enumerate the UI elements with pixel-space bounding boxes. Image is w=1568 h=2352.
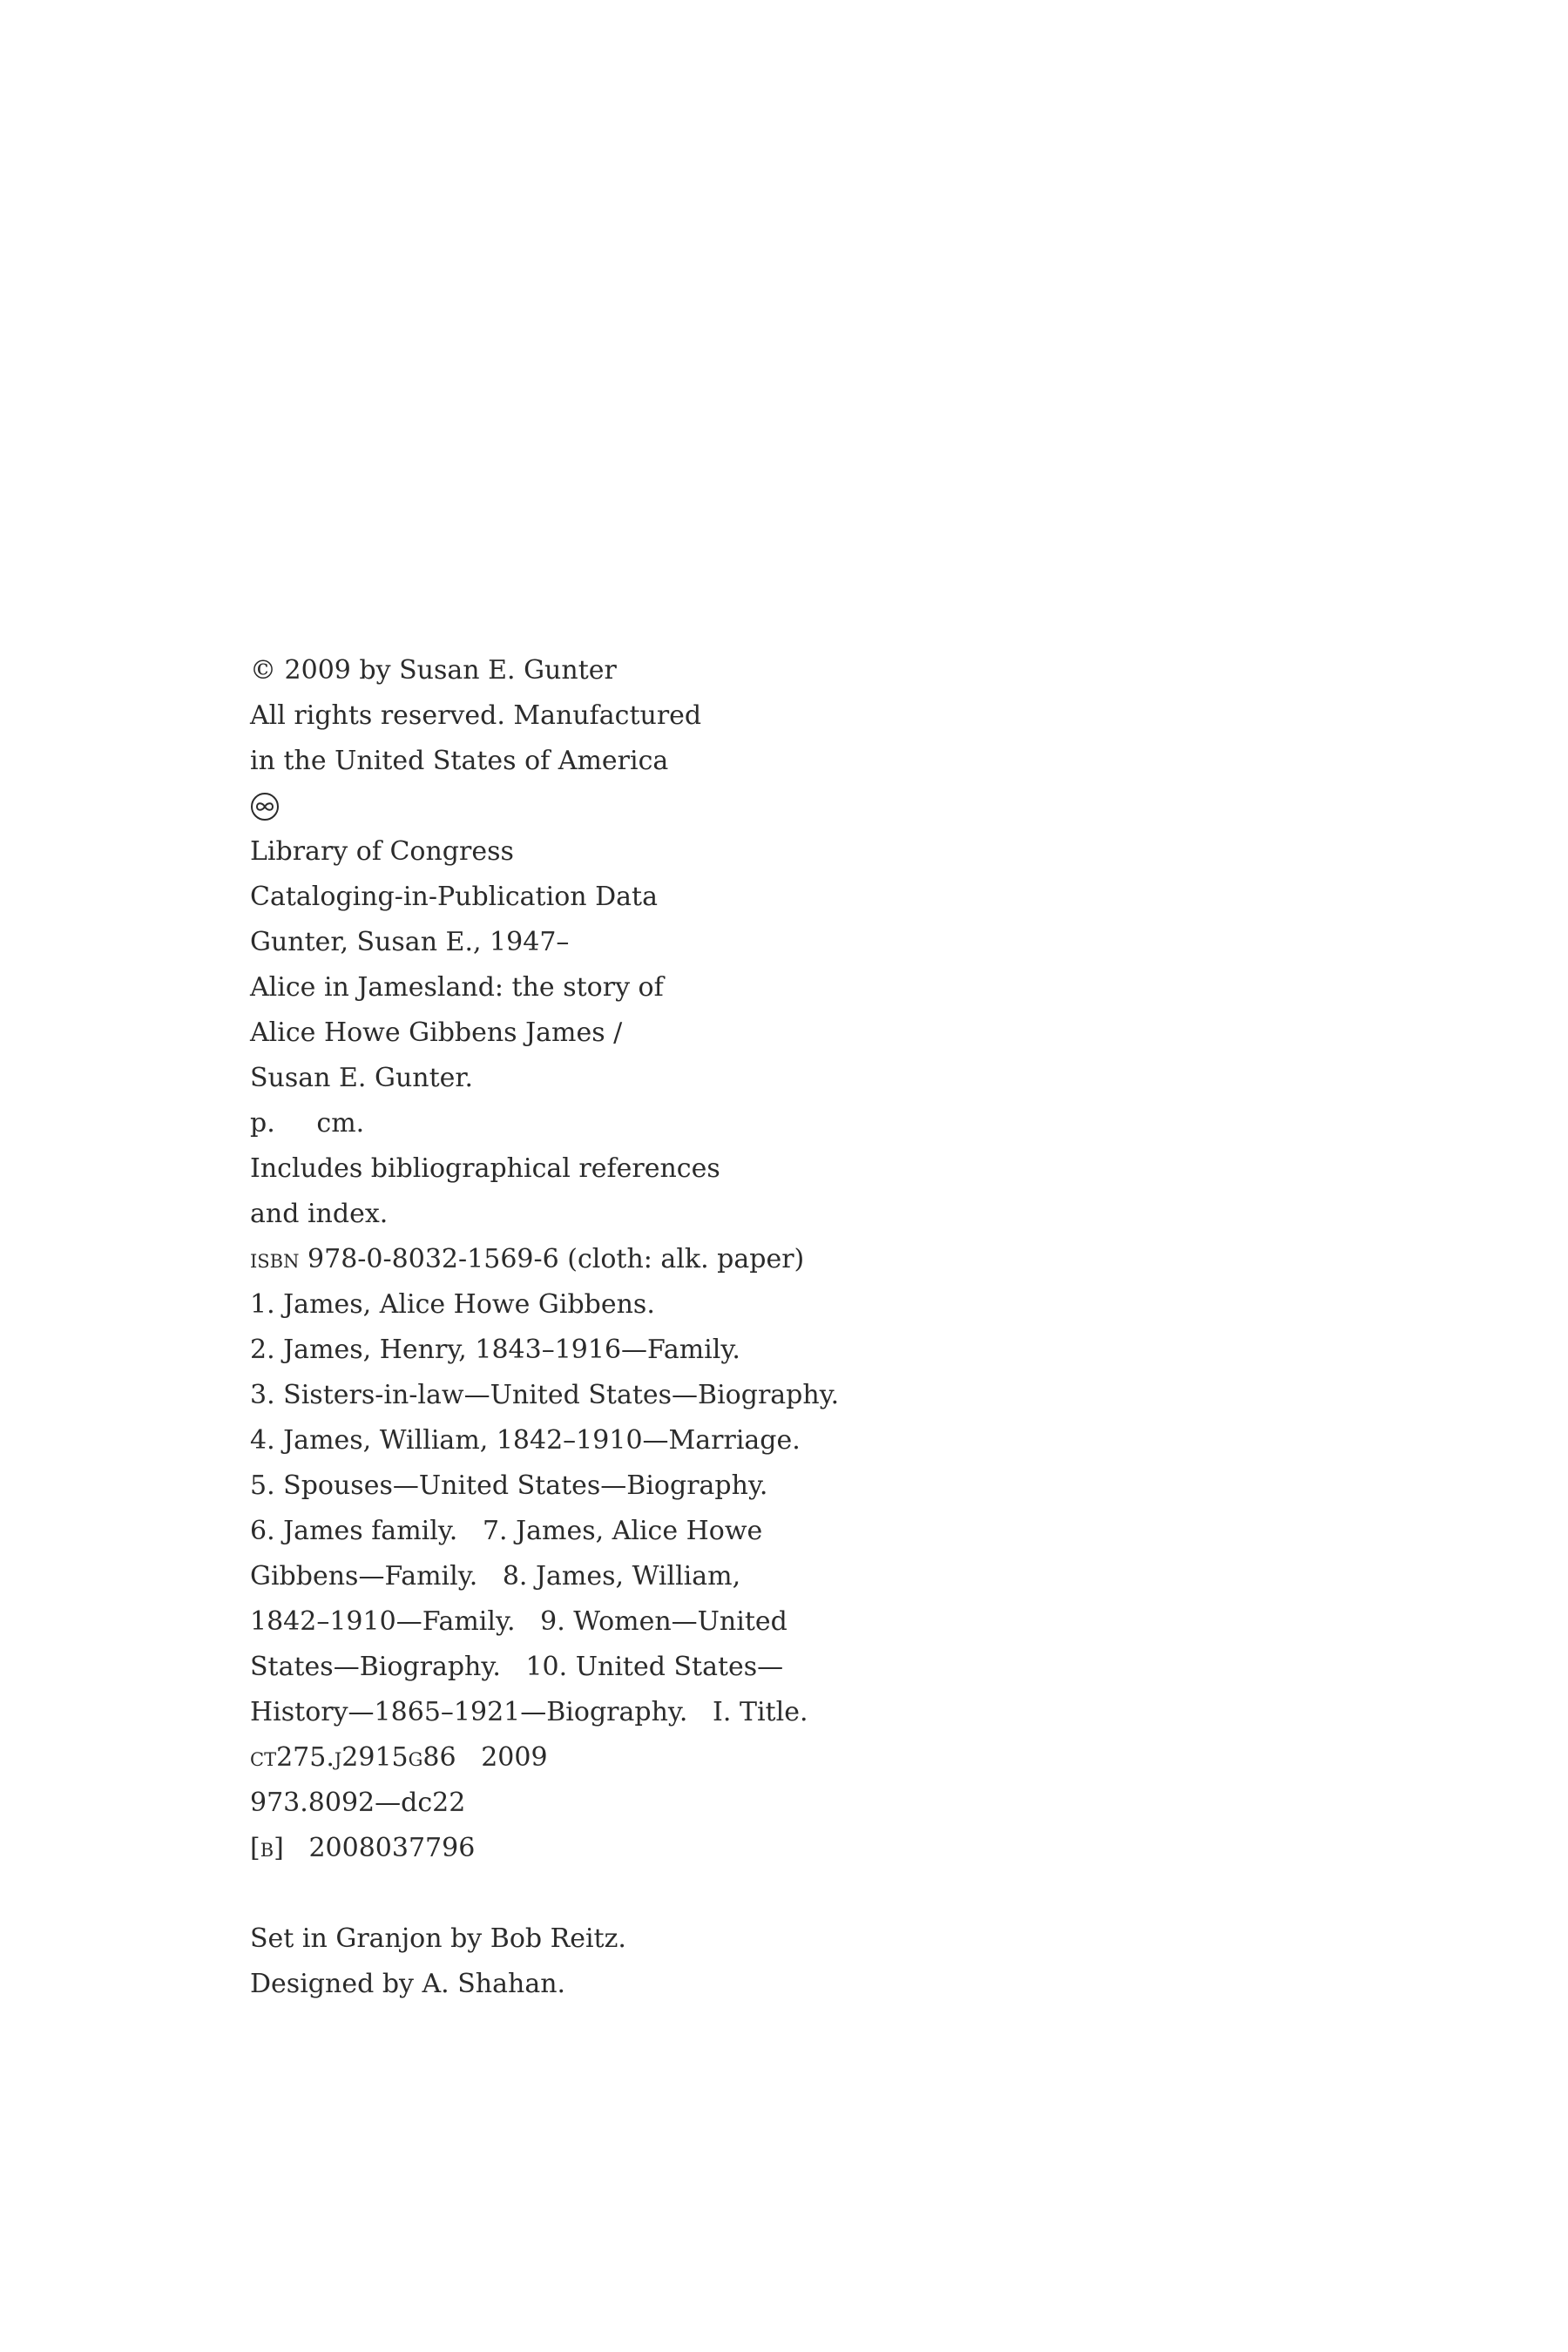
cip-notes-line-1: Includes bibliographical references [250, 1153, 720, 1184]
cip-author: Gunter, Susan E., 1947– [250, 927, 570, 957]
cip-title-line-2: Alice Howe Gibbens James / [250, 1017, 623, 1048]
subject-line: 1842–1910—Family. 9. Women—United [250, 1606, 787, 1637]
subject-line: 6. James family. 7. James, Alice Howe [250, 1516, 763, 1546]
isbn-value: 978-0-8032-1569-6 (cloth: alk. paper) [299, 1244, 805, 1274]
cip-heading-line-2: Cataloging-in-Publication Data [250, 882, 658, 912]
typesetting-credit: Set in Granjon by Bob Reitz. [250, 1923, 626, 1954]
cip-notes-line-2: and index. [250, 1199, 389, 1229]
cip-statement: Susan E. Gunter. [250, 1063, 473, 1093]
subject-line: History—1865–1921—Biography. I. Title. [250, 1697, 808, 1727]
cip-heading-line-1: Library of Congress [250, 836, 514, 867]
rights-line-1: All rights reserved. Manufactured [250, 700, 702, 731]
subject-line: 5. Spouses—United States—Biography. [250, 1470, 768, 1501]
cip-title-line-1: Alice in Jamesland: the story of [250, 972, 664, 1003]
copyright-notice: © 2009 by Susan E. Gunter [250, 655, 617, 686]
paper-icon-line [250, 784, 839, 829]
subject-line: 4. James, William, 1842–1910—Marriage. [250, 1425, 801, 1456]
spacer [250, 1871, 839, 1916]
isbn-line [250, 1237, 839, 1282]
isbn-label: isbn [250, 1244, 300, 1274]
rights-line-2: in the United States of America [250, 746, 669, 776]
subject-line: 2. James, Henry, 1843–1916—Family. [250, 1335, 740, 1365]
dewey-number: 973.8092—dc22 [250, 1788, 466, 1818]
lccn-line: [b] 2008037796 [250, 1833, 476, 1863]
copyright-page-text [250, 648, 839, 2007]
subject-line: States—Biography. 10. United States— [250, 1652, 784, 1682]
cip-pagination: p. cm. [250, 1108, 365, 1139]
subject-line: 3. Sisters-in-law—United States—Biography. [250, 1380, 840, 1410]
call-number: ct275.j2915g86 2009 [250, 1742, 548, 1773]
subject-line: Gibbens—Family. 8. James, William, [250, 1561, 741, 1592]
infinity-in-circle-icon [250, 792, 280, 821]
subject-line: 1. James, Alice Howe Gibbens. [250, 1289, 655, 1320]
design-credit: Designed by A. Shahan. [250, 1969, 566, 1999]
